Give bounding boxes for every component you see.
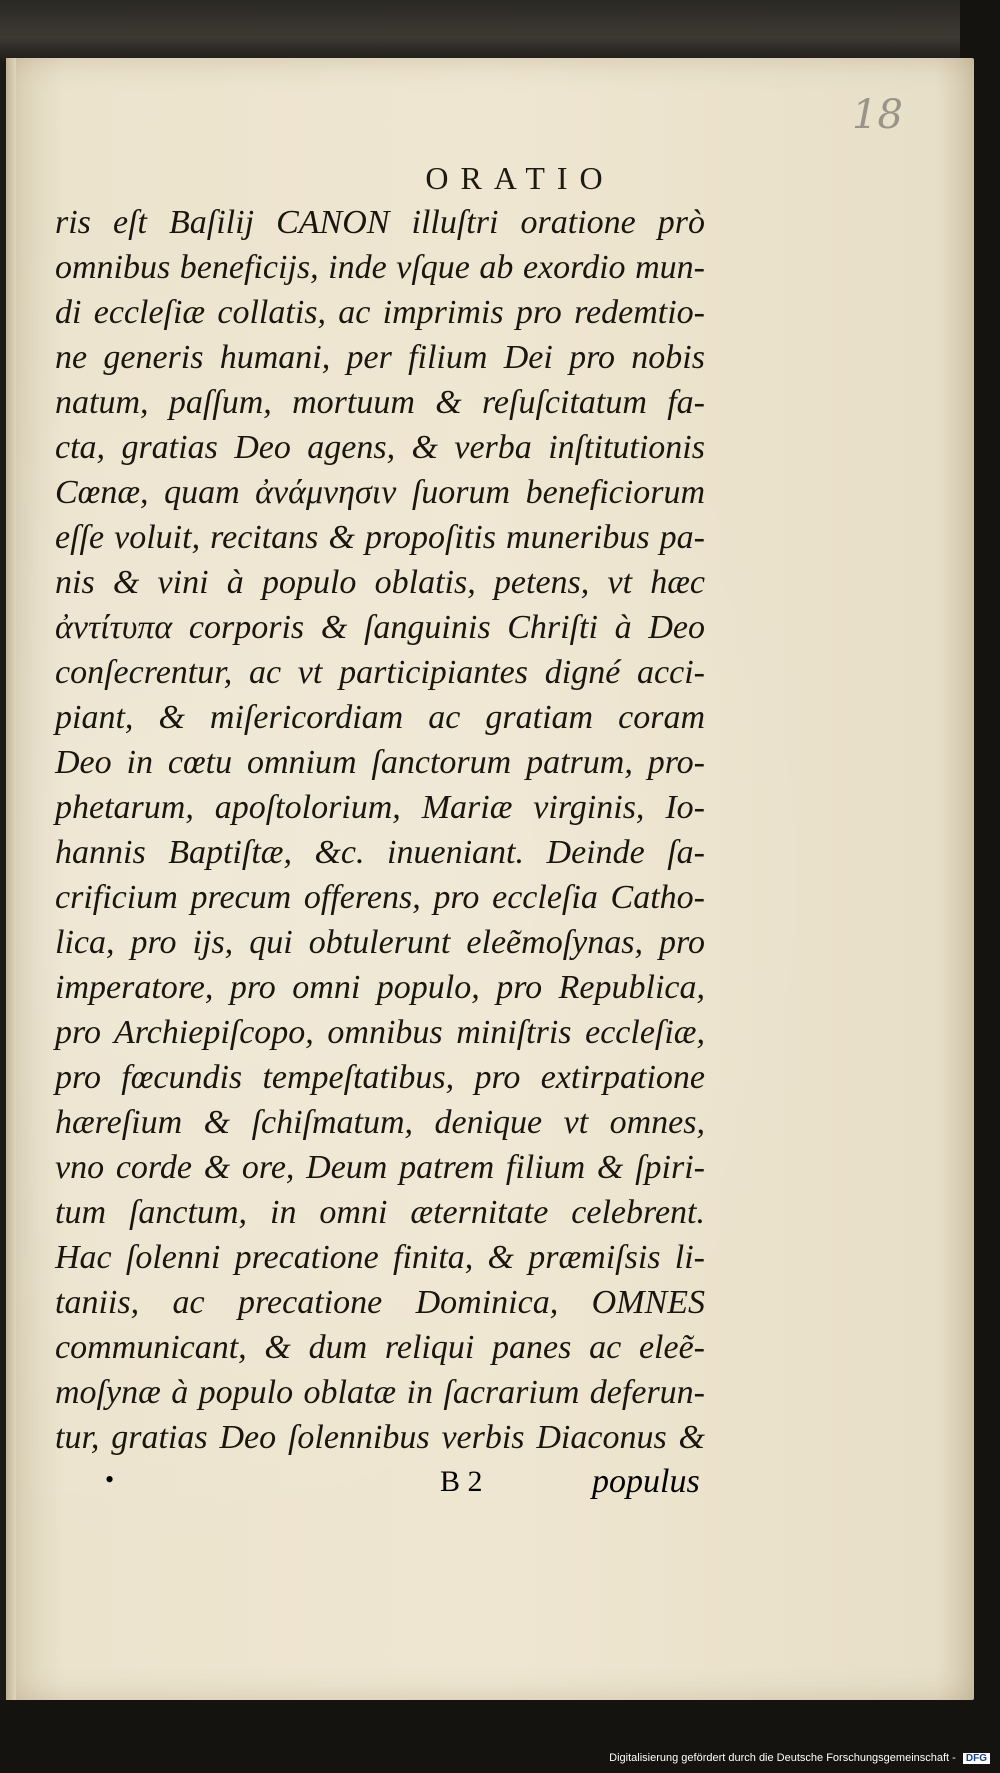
digitization-credit bbox=[609, 1752, 990, 1764]
text-line: pro fœcundis tempeſtatibus, pro extirpatione bbox=[55, 1059, 705, 1096]
text-line: Cœnæ, quam ἀνάμνησιν ſuorum beneficiorum bbox=[55, 474, 705, 511]
text-line: ris eſt Baſilij CANON illuſtri oratione prò bbox=[55, 204, 705, 241]
text-line: crificium precum offerens, pro eccleſia Catho- bbox=[55, 879, 705, 916]
running-head: ORATIO bbox=[425, 160, 615, 196]
body-text bbox=[55, 200, 705, 1460]
text-line: conſecrentur, ac vt participiantes digné acci- bbox=[55, 654, 705, 691]
text-line: hannis Baptiſtæ, &c. inueniant. Deinde ſa- bbox=[55, 834, 705, 871]
text-line: hæreſium & ſchiſmatum, denique vt omnes, bbox=[55, 1104, 705, 1141]
signature-mark: B 2 bbox=[440, 1465, 483, 1498]
text-line: Deo in cœtu omnium ſanctorum patrum, pro- bbox=[55, 744, 705, 781]
text-line: nis & vini à populo oblatis, petens, vt hæc bbox=[55, 564, 705, 601]
scan-top-edge bbox=[0, 0, 1000, 62]
text-line: Hac ſolenni precatione finita, & præmiſsis li- bbox=[55, 1239, 705, 1276]
catchword: populus bbox=[592, 1463, 700, 1500]
text-line: imperatore, pro omni populo, pro Republica, bbox=[55, 969, 705, 1006]
credit-text: Digitalisierung gefördert durch die Deutsche Forschungsgemeinschaft - bbox=[609, 1752, 956, 1764]
text-line: piant, & miſericordiam ac gratiam coram bbox=[55, 699, 705, 736]
text-line: omnibus beneficijs, inde vſque ab exordio mun- bbox=[55, 249, 705, 286]
text-line: natum, paſſum, mortuum & reſuſcitatum fa- bbox=[55, 384, 705, 421]
footer-mark: • bbox=[105, 1465, 115, 1494]
page-gutter bbox=[6, 58, 16, 1700]
text-line: tum ſanctum, in omni æternitate celebrent. bbox=[55, 1194, 705, 1231]
text-line: phetarum, apoſtolorium, Mariæ virginis, Io- bbox=[55, 789, 705, 826]
text-line: cta, gratias Deo agens, & verba inſtitutionis bbox=[55, 429, 705, 466]
text-line: lica, pro ijs, qui obtulerunt eleẽmoſynas, pro bbox=[55, 924, 705, 961]
text-line: taniis, ac precatione Dominica, OMNES bbox=[55, 1284, 705, 1321]
text-line: ἀντίτυπα corporis & ſanguinis Chriſti à Deo bbox=[55, 609, 705, 646]
dfg-logo-icon: DFG bbox=[963, 1753, 990, 1764]
text-line: ne generis humani, per filium Dei pro nobis bbox=[55, 339, 705, 376]
text-line: pro Archiepiſcopo, omnibus miniſtris eccleſiæ, bbox=[55, 1014, 705, 1051]
text-line: vno corde & ore, Deum patrem filium & ſpiri- bbox=[55, 1149, 705, 1186]
text-line: eſſe voluit, recitans & propoſitis muneribus pa- bbox=[55, 519, 705, 556]
text-line: moſynæ à populo oblatæ in ſacrarium deferun- bbox=[55, 1374, 705, 1411]
folio-number: 18 bbox=[852, 92, 903, 138]
text-line: communicant, & dum reliqui panes ac eleẽ- bbox=[55, 1329, 705, 1366]
text-line: di eccleſiæ collatis, ac imprimis pro redemtio- bbox=[55, 294, 705, 331]
text-line: tur, gratias Deo ſolennibus verbis Diaconus & bbox=[55, 1419, 705, 1456]
